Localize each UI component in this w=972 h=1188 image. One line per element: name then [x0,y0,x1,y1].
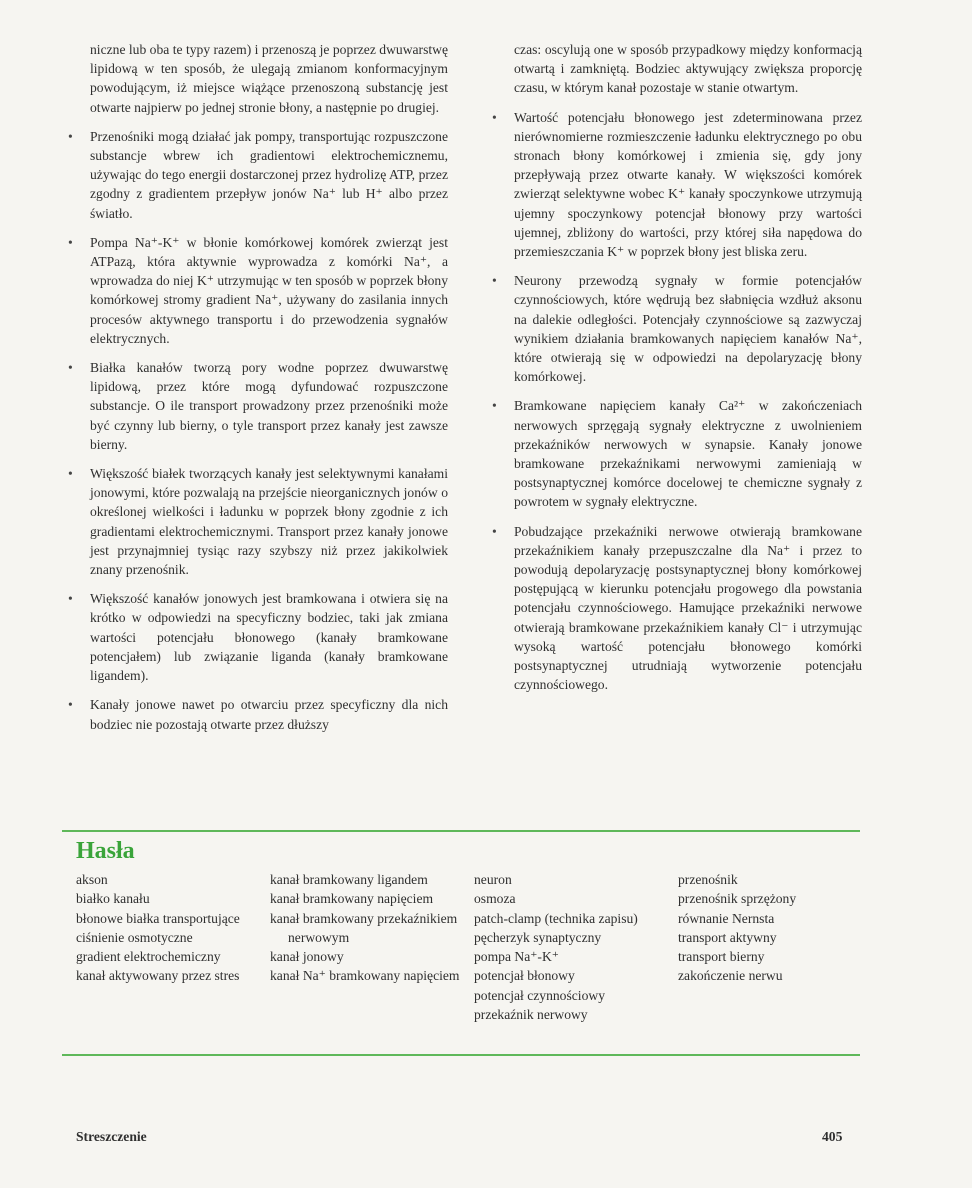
key-term: transport aktywny [678,929,777,945]
right-column [486,40,862,705]
left-column [62,40,448,744]
key-terms-heading: Hasła [76,838,135,864]
key-term: pompa Na⁺-K⁺ [474,949,559,965]
key-terms-column-1 [76,870,266,986]
summary-bullet: • Większość białek tworzących kanały jest selektywnymi kanałami jonowymi, które pozwalają na przejście nieorganicznych jonów o określonej wielkości i ładunku w poprzek błony zgodnie z ich gradientami elektrochemicznymi. Transport przez kanały jonowe jest przynajmniej tysiąc razy szybszy niż przez jakikolwiek znany przenośnik. [62,464,448,579]
left-intro-paragraph: niczne lub oba te typy razem) i przenoszą je poprzez dwuwarstwę lipidową w ten sposób, że ulegają zmianom konformacyjnym powodującym, iż miejsce wiążące przenoszoną substancję jest otwarte najpierw po jednej stronie błony, a następnie po drugiej. [90,42,448,115]
key-terms-column-2 [270,870,470,986]
summary-bullet: • Wartość potencjału błonowego jest zdeterminowana przez nierównomierne rozmieszczenie ładunku elektrycznego po obu stronach błony komórkowej i zmienia się, gdy jony przepływają przez otwarte kanały. W większości komórek zwierząt selektywne wobec K⁺ kanały spoczynkowe utrzymują ujemny spoczynkowy potencjał błonowy przy wartości ujemnej, zbliżony do wartości, przy której siła napędowa do przemieszczania K⁺ w poprzek błony jest bliska zeru. [486,108,862,262]
key-term: białko kanału [76,891,150,907]
key-term: kanał Na⁺ bramkowany napięciem [270,968,460,984]
summary-bullet: • Kanały jonowe nawet po otwarciu przez specyficzny dla nich bodziec nie pozostają otwarte przez dłuższy [62,695,448,733]
key-term: kanał bramkowany napięciem [270,891,434,907]
key-terms-top-divider [62,830,860,832]
key-term: patch-clamp (technika zapisu) [474,910,638,926]
page-number: 405 [822,1129,843,1144]
summary-bullet: • Pobudzające przekaźniki nerwowe otwierają bramkowane przekaźnikiem kanały przepuszczalne dla Na⁺ i przez to powodują depolaryzację postsynaptycznej błony komórkowej postępującą w kierunku potencjału progowego dla powstania potencjału czynnościowego. Hamujące przekaźniki nerwowe otwierają bramkowane przekaźnikiem kanały Cl⁻ i utrzymując wysoką wartość potencjału błonowego komórki postsynaptycznej utrudniają wytworzenie potencjału czynnościowego. [486,522,862,695]
key-term: przenośnik [678,872,738,887]
key-term: kanał jonowy [270,949,344,965]
key-term: równanie Nernsta [678,910,775,926]
key-term: neuron [474,872,512,887]
key-terms-column-4 [678,870,868,986]
key-term: błonowe białka transportujące [76,910,240,926]
key-term: przekaźnik nerwowy [474,1007,588,1023]
summary-bullet: • Bramkowane napięciem kanały Ca²⁺ w zakończeniach nerwowych sprzęgają sygnały elektryczne z uwolnieniem przekaźników nerwowych w synapsie. Kanały jonowe bramkowane przekaźnikami nerwowymi zamieniają w postsynaptycznej komórce docelowej te chemiczne sygnały z powrotem w sygnały elektryczne. [486,396,862,511]
key-term: przenośnik sprzężony [678,891,797,907]
key-term: potencjał czynnościowy [474,987,605,1003]
key-term: kanał bramkowany ligandem [270,872,428,887]
summary-bullet: • Przenośniki mogą działać jak pompy, transportując rozpuszczone substancje wbrew ich gradientowi elektrochemicznemu, używając do tego energii dostarczonej przez hydrolizę ATP, przez zgodny z gradientem przepływ jonów Na⁺ lub H⁺ albo przez światło. [62,127,448,223]
key-term: kanał bramkowany przekaźnikiem nerwowym [270,910,458,945]
summary-bullet: • Większość kanałów jonowych jest bramkowana i otwiera się na krótko w odpowiedzi na specyficzny bodziec, taki jak zmiana wartości potencjału błonowego (kanały bramkowane potencjałem) lub związanie liganda (kanały bramkowane ligandem). [62,589,448,685]
key-term: gradient elektrochemiczny [76,949,221,965]
summary-bullet: • Pompa Na⁺-K⁺ w błonie komórkowej komórek zwierząt jest ATPazą, która aktywnie wyprowadza z komórki Na⁺, a wprowadza do niej K⁺ utrzymując w ten sposób w poprzek błony komórkowej stromy gradient Na⁺, używany do zasilania innych procesów aktywnego transportu i do przewodzenia sygnałów elektrycznych. [62,233,448,348]
key-term: akson [76,872,108,887]
right-intro-paragraph: czas: oscylują one w sposób przypadkowy między konformacją otwartą i zamkniętą. Bodziec aktywujący zwiększa proporcję czasu, w którym kanał pozostaje w stanie otwartym. [514,42,862,96]
key-term: osmoza [474,891,516,907]
key-term: zakończenie nerwu [678,968,783,984]
summary-bullet: • Białka kanałów tworzą pory wodne poprzez dwuwarstwę lipidową, przez które mogą dyfundować rozpuszczone substancje. O ile transport prowadzony przez przenośniki może być czynny lub bierny, o tyle transport przez kanały jest zawsze bierny. [62,358,448,454]
key-term: pęcherzyk synaptyczny [474,929,602,945]
running-footer-section: Streszczenie [76,1129,147,1144]
key-term: kanał aktywowany przez stres [76,968,240,984]
left-bullet-list [62,127,448,734]
summary-bullet: • Neurony przewodzą sygnały w formie potencjałów czynnościowych, które wędrują bez słabnięcia wzdłuż aksonu na dalekie odległości. Potencjały czynnościowe są zazwyczaj wynikiem działania bramkowanych napięciem kanałów Na⁺, które otwierają się w odpowiedzi na depolaryzację błony komórkowej. [486,271,862,386]
key-term: transport bierny [678,949,765,965]
key-terms-bottom-divider [62,1054,860,1056]
right-bullet-list [486,108,862,695]
key-term: ciśnienie osmotyczne [76,929,193,945]
key-term: potencjał błonowy [474,968,575,984]
key-terms-column-3 [474,870,674,1024]
